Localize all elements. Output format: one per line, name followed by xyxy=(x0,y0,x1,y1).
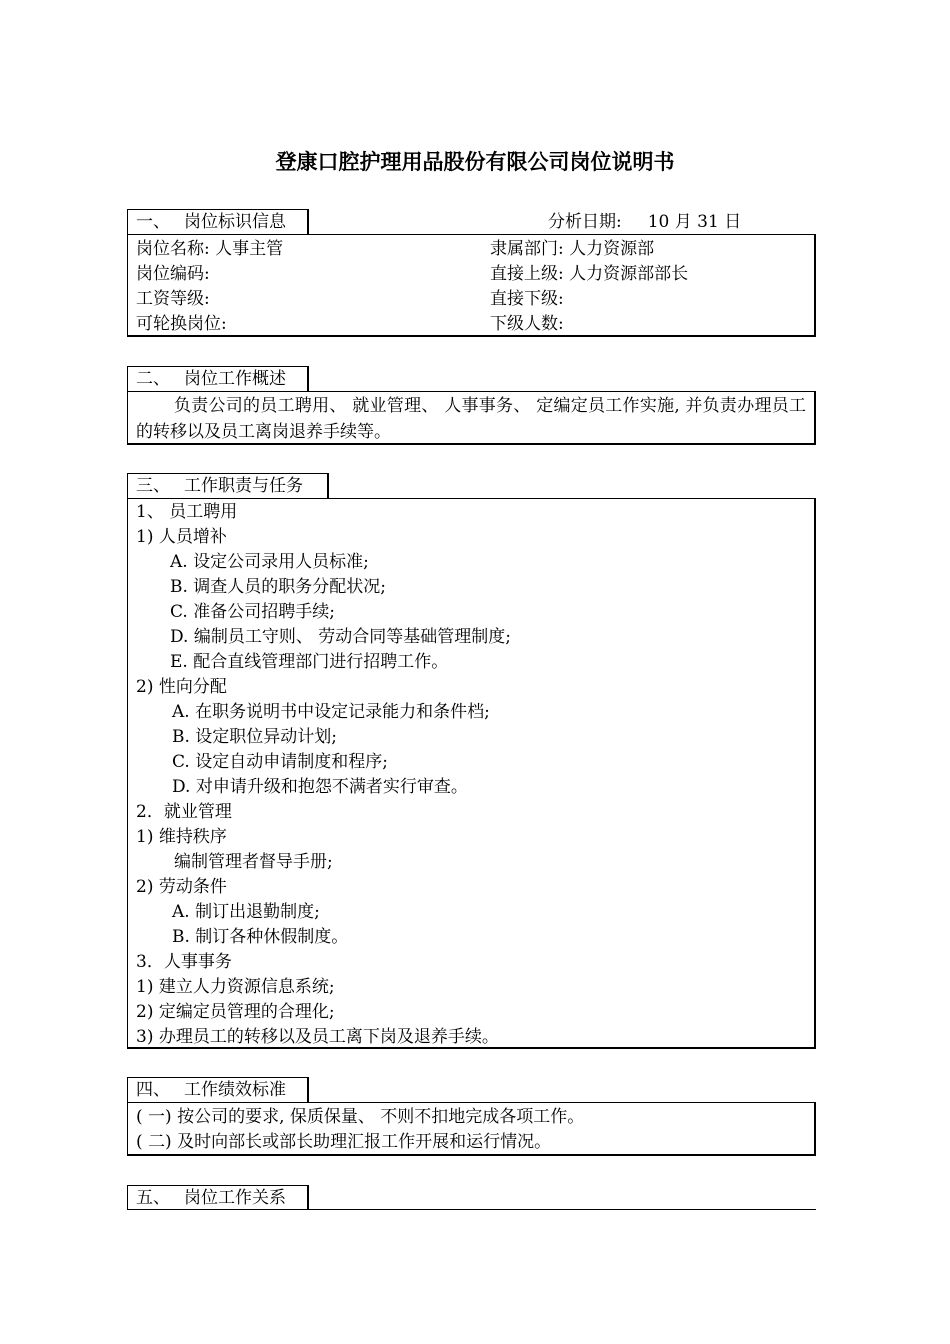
section-5-label: 岗位工作关系 xyxy=(184,1188,286,1208)
analysis-date-value: 10 月 31 日 xyxy=(647,212,742,232)
duty-subheading: 2) 性向分配 xyxy=(136,677,227,697)
duty-item: C. 准备公司招聘手续; xyxy=(170,602,335,622)
section-2-header xyxy=(127,366,309,391)
job-summary: 负责公司的员工聘用、 就业管理、 人事事务、 定编定员工作实施, 并负责办理员工的转移以及员工离岗退养手续等。 xyxy=(136,396,806,442)
direct-superior: 直接上级: 人力资源部部长 xyxy=(490,264,689,284)
duty-item: D. 对申请升级和抱怨不满者实行审查。 xyxy=(172,777,468,797)
duty-item: B. 调查人员的职务分配状况; xyxy=(170,577,387,597)
section-2-label: 岗位工作概述 xyxy=(184,369,286,389)
duty-heading: 2．就业管理 xyxy=(136,802,232,822)
analysis-date xyxy=(548,210,741,234)
duty-item: A. 制订出退勤制度; xyxy=(172,902,320,922)
section-5-header xyxy=(127,1185,309,1210)
duty-subheading: 1) 建立人力资源信息系统; xyxy=(136,977,335,997)
section-2-number: 二、 xyxy=(136,369,170,389)
section-1-header xyxy=(127,209,309,234)
performance-standard: ( 二) 及时向部长或部长助理汇报工作开展和运行情况。 xyxy=(136,1132,552,1152)
duty-heading: 3．人事事务 xyxy=(136,952,232,972)
subordinate-count: 下级人数: xyxy=(490,314,564,334)
position-name: 岗位名称: 人事主管 xyxy=(136,239,284,259)
salary-grade: 工资等级: xyxy=(136,289,210,309)
section-4-header xyxy=(127,1077,309,1102)
duty-item: A. 设定公司录用人员标准; xyxy=(170,552,369,572)
duty-item: C. 设定自动申请制度和程序; xyxy=(172,752,388,772)
analysis-date-label: 分析日期: xyxy=(548,212,622,232)
duty-subheading: 1) 维持秩序 xyxy=(136,827,227,847)
duty-item: B. 设定职位异动计划; xyxy=(172,727,338,747)
performance-standard: ( 一) 按公司的要求, 保质保量、 不则不扣地完成各项工作。 xyxy=(136,1107,585,1127)
section-3-header xyxy=(127,473,329,498)
duty-item: 编制管理者督导手册; xyxy=(174,852,333,872)
section-4-label: 工作绩效标准 xyxy=(184,1080,286,1100)
section-5-number: 五、 xyxy=(136,1188,170,1208)
duty-subheading: 3) 办理员工的转移以及员工离下岗及退养手续。 xyxy=(136,1027,499,1047)
section-3-number: 三、 xyxy=(136,476,170,496)
section-3-label: 工作职责与任务 xyxy=(184,476,303,496)
duty-subheading: 2) 劳动条件 xyxy=(136,877,227,897)
section-4-number: 四、 xyxy=(136,1080,170,1100)
rotation-position: 可轮换岗位: xyxy=(136,314,227,334)
duty-subheading: 2) 定编定员管理的合理化; xyxy=(136,1002,335,1022)
duty-item: D. 编制员工守则、 劳动合同等基础管理制度; xyxy=(170,627,511,647)
section-4-box xyxy=(127,1102,816,1156)
department: 隶属部门: 人力资源部 xyxy=(490,239,655,259)
duty-item: E. 配合直线管理部门进行招聘工作。 xyxy=(170,652,449,672)
duty-subheading: 1) 人员增补 xyxy=(136,527,227,547)
section-2-box xyxy=(127,391,816,445)
section-5-rule xyxy=(127,1209,816,1210)
duty-item: A. 在职务说明书中设定记录能力和条件档; xyxy=(172,702,490,722)
section-1-label: 岗位标识信息 xyxy=(184,212,286,232)
direct-subordinate: 直接下级: xyxy=(490,289,564,309)
duty-heading: 1、 员工聘用 xyxy=(136,502,238,522)
document-title: 登康口腔护理用品股份有限公司岗位说明书 xyxy=(275,150,675,174)
section-1-number: 一、 xyxy=(136,212,170,232)
duty-item: B. 制订各种休假制度。 xyxy=(172,927,349,947)
section-3-box xyxy=(127,498,816,1049)
position-code: 岗位编码: xyxy=(136,264,210,284)
section-1-box xyxy=(127,234,816,337)
